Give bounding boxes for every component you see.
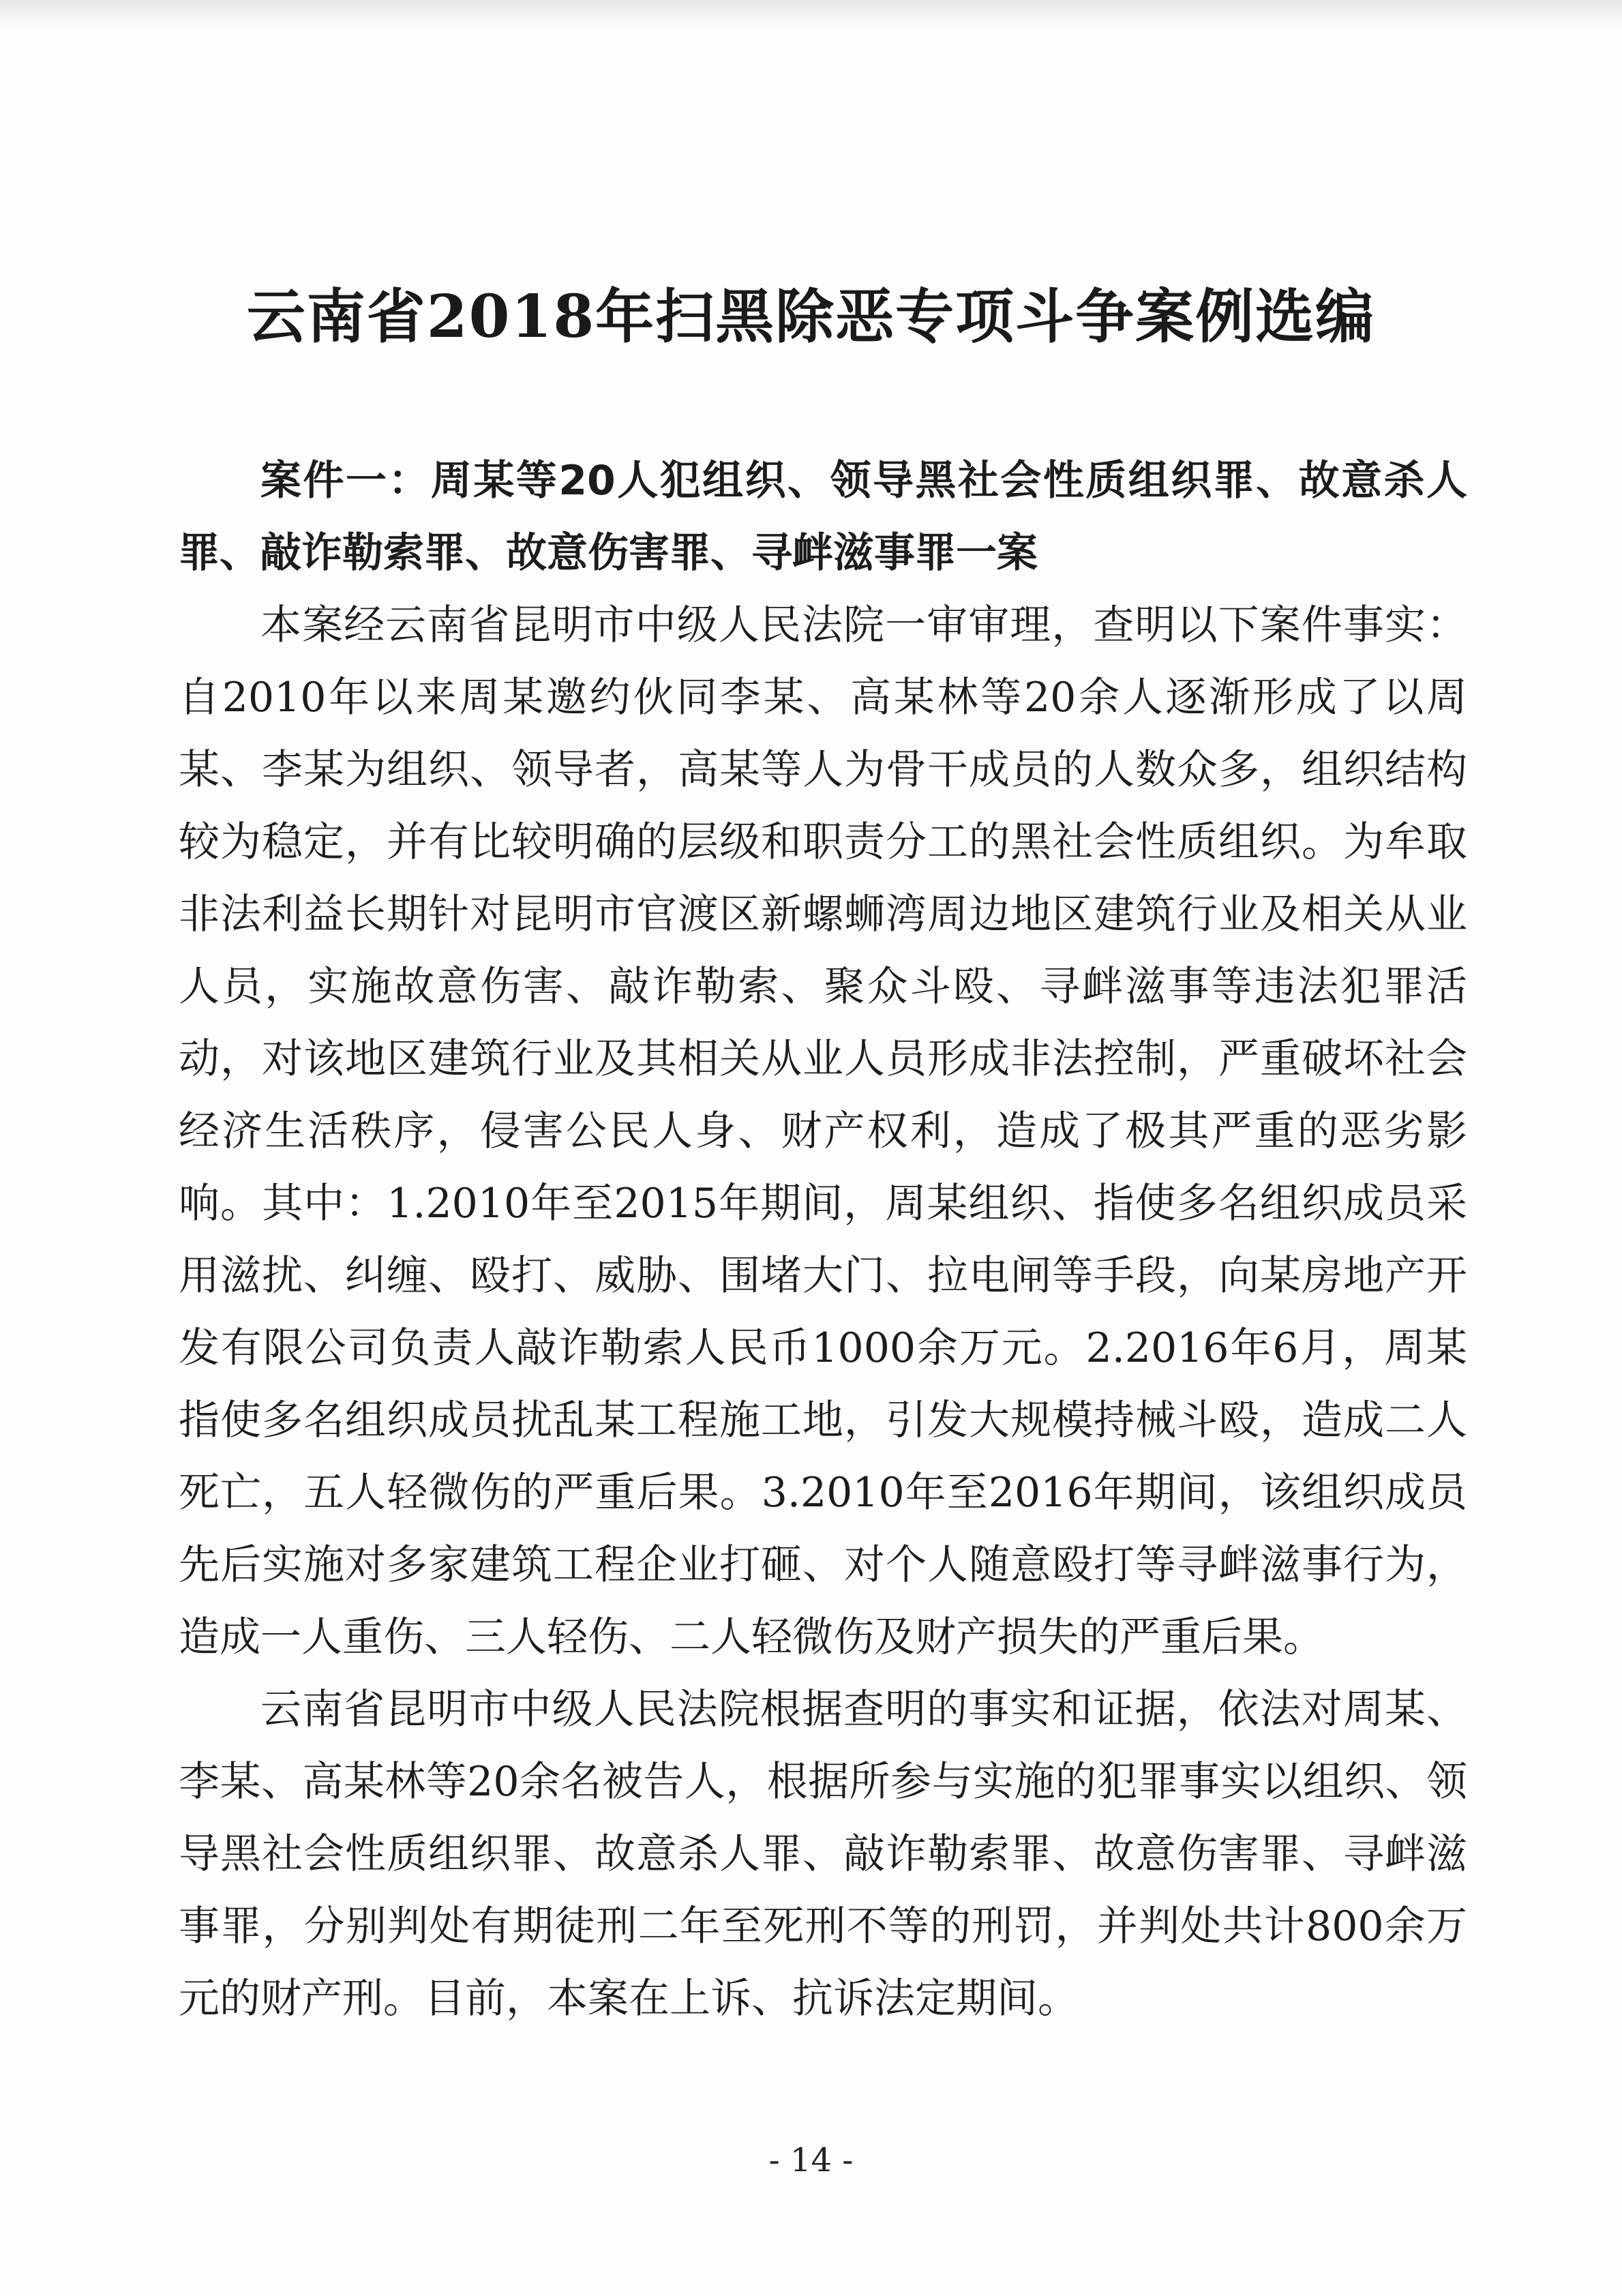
document-body — [179, 445, 1467, 2035]
scan-edge-shadow — [0, 0, 1622, 27]
paragraph-case-facts: 本案经云南省昆明市中级人民法院一审审理，查明以下案件事实：自2010年以来周某邀约伙同李某、高某林等20余人逐渐形成了以周某、李某为组织、领导者，高某等人为骨干成员的人数众多，组织结构较为稳定，并有比较明确的层级和职责分工的黑社会性质组织。为牟取非法利益长期针对昆明市官渡区新螺蛳湾周边地区建筑行业及相关从业人员，实施故意伤害、敲诈勒索、聚众斗殴、寻衅滋事等违法犯罪活动，对该地区建筑行业及其相关从业人员形成非法控制，严重破坏社会经济生活秩序，侵害公民人身、财产权利，造成了极其严重的恶劣影响。其中：1.2010年至2015年期间，周某组织、指使多名组织成员采用滋扰、纠缠、殴打、威胁、围堵大门、拉电闸等手段，向某房地产开发有限公司负责人敲诈勒索人民币1000余万元。2.2016年6月，周某指使多名组织成员扰乱某工程施工地，引发大规模持械斗殴，造成二人死亡，五人轻微伤的严重后果。3.2010年至2016年期间，该组织成员先后实施对多家建筑工程企业打砸、对个人随意殴打等寻衅滋事行为，造成一人重伤、三人轻伤、二人轻微伤及财产损失的严重后果。 — [179, 601, 1467, 1661]
document-title: 云南省2018年扫黑除恶专项斗争案例选编 — [246, 282, 1376, 351]
case-heading: 案件一：周某等20人犯组织、领导黑社会性质组织罪、故意杀人罪、敲诈勒索罪、故意伤害罪、寻衅滋事罪一案 — [179, 457, 1467, 577]
paragraph-judgment: 云南省昆明市中级人民法院根据查明的事实和证据，依法对周某、李某、高某林等20余名被告人，根据所参与实施的犯罪事实以组织、领导黑社会性质组织罪、故意杀人罪、敲诈勒索罪、故意伤害罪、寻衅滋事罪，分别判处有期徒刑二年至死刑不等的刑罚，并判处共计800余万元的财产刑。目前，本案在上诉、抗诉法定期间。 — [179, 1686, 1467, 2023]
page-number: - 14 - — [768, 2141, 854, 2179]
